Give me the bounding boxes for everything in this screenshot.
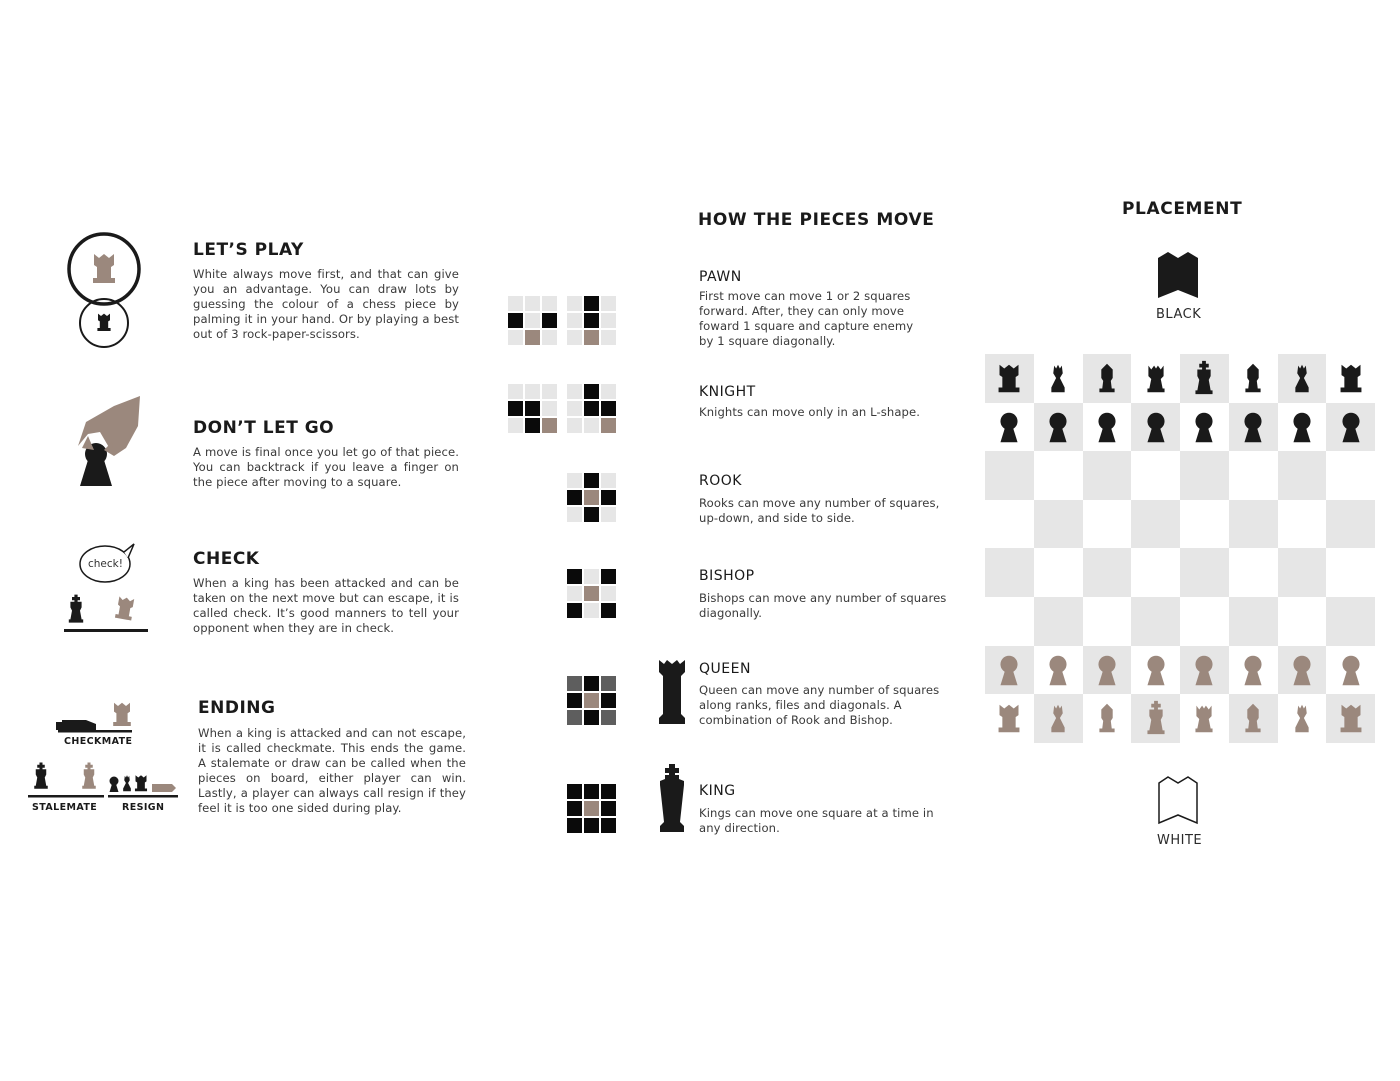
grid-cell	[601, 603, 616, 618]
grid-cell	[567, 710, 582, 725]
board-square	[1034, 403, 1083, 452]
board-square	[1180, 500, 1229, 549]
white-queen-icon	[1185, 699, 1223, 737]
black-pawn-icon	[1332, 408, 1370, 446]
white-pawn-icon	[1039, 651, 1077, 689]
dont-let-go-body: A move is final once you let go of that piece. You can backtrack if you leave a finger on the piece after moving to a square.	[193, 445, 459, 489]
rook-description: Rooks can move any number of squares, up-down, and side to side.	[699, 496, 940, 525]
grid-cell	[584, 801, 599, 816]
grid-cell	[601, 710, 616, 725]
white-rook-icon	[1332, 699, 1370, 737]
check-bubble-text: check!	[88, 558, 123, 570]
grid-cell	[601, 384, 616, 399]
checkmate-icon	[56, 703, 132, 733]
black-bishop-icon	[1234, 359, 1272, 397]
board-square	[1326, 403, 1375, 452]
king-piece-icon	[658, 764, 686, 832]
knight-description: Knights can move only in an L-shape.	[699, 405, 921, 419]
ending-title: ENDING	[198, 698, 276, 718]
board-square	[1278, 646, 1327, 695]
board-square	[1180, 646, 1229, 695]
board-square	[985, 646, 1034, 695]
board-square	[985, 354, 1034, 403]
board-square	[985, 451, 1034, 500]
lets-play-title: LET’S PLAY	[193, 240, 304, 260]
grid-cell	[567, 586, 582, 601]
board-square	[1034, 646, 1083, 695]
queen-title: QUEEN	[699, 661, 751, 677]
grid-cell	[567, 384, 582, 399]
grid-cell	[601, 801, 616, 816]
board-square	[1326, 597, 1375, 646]
board-square	[1083, 597, 1132, 646]
board-square	[1034, 451, 1083, 500]
board-square	[1180, 548, 1229, 597]
board-square	[1278, 403, 1327, 452]
white-bishop-icon	[1088, 699, 1126, 737]
dont-let-go-title: DON’T LET GO	[193, 418, 335, 438]
check-illustration	[62, 542, 150, 634]
grid-cell	[601, 490, 616, 505]
white-knight-icon	[1039, 699, 1077, 737]
bishop-move-grid	[567, 569, 616, 618]
bishop-description: Bishops can move any number of squares diagonally.	[699, 591, 947, 620]
placement-title: PLACEMENT	[1122, 199, 1243, 219]
grid-cell	[542, 330, 557, 345]
board-square	[1083, 451, 1132, 500]
white-rook-icon	[990, 699, 1028, 737]
board-square	[1180, 403, 1229, 452]
grid-cell	[601, 473, 616, 488]
board-square	[1083, 646, 1132, 695]
check-title: CHECK	[193, 549, 260, 569]
grid-cell	[567, 801, 582, 816]
knight-move-grid	[508, 384, 557, 433]
check-body: When a king has been attacked and can be taken on the next move but can escape, it is called check. It’s good manners to tell your opponent when they are in check.	[193, 576, 459, 635]
board-square	[1326, 451, 1375, 500]
board-square	[1131, 597, 1180, 646]
how-pieces-move-title: HOW THE PIECES MOVE	[698, 210, 935, 230]
grid-cell	[508, 313, 523, 328]
black-pawn-icon	[990, 408, 1028, 446]
grid-cell	[584, 418, 599, 433]
white-pawn-icon	[1088, 651, 1126, 689]
grid-cell	[584, 490, 599, 505]
white-pawn-icon	[1332, 651, 1370, 689]
board-square	[1326, 354, 1375, 403]
white-bishop-icon	[1234, 699, 1272, 737]
board-square	[1083, 694, 1132, 743]
grid-cell	[584, 710, 599, 725]
board-square	[1083, 403, 1132, 452]
draw-lots-icon	[66, 230, 146, 348]
board-square	[1131, 500, 1180, 549]
grid-cell	[567, 401, 582, 416]
black-side-icon	[1158, 250, 1198, 298]
lets-play-body: White always move first, and that can give you an advantage. You can draw lots by guessing the colour of a chess piece by palming it in your hand. Or by playing a best out of 3 rock-paper-scissors.	[193, 267, 459, 341]
grid-cell	[567, 313, 582, 328]
black-rook-icon	[1332, 359, 1370, 397]
rook-move-grid	[567, 473, 616, 522]
grid-cell	[508, 384, 523, 399]
grid-cell	[584, 473, 599, 488]
board-square	[1229, 646, 1278, 695]
grid-cell	[567, 507, 582, 522]
grid-cell	[584, 586, 599, 601]
board-square	[1326, 646, 1375, 695]
grid-cell	[584, 603, 599, 618]
pawn-description: First move can move 1 or 2 squares forward. After, they can only move foward 1 square and capture enemy by 1 square diagonally.	[699, 289, 914, 348]
queen-description: Queen can move any number of squares along ranks, files and diagonals. A combination of Rook and Bishop.	[699, 683, 940, 727]
black-king-icon	[1185, 359, 1223, 397]
hand-holding-pawn-icon	[74, 396, 142, 488]
grid-cell	[567, 296, 582, 311]
board-square	[1229, 500, 1278, 549]
black-pawn-icon	[1039, 408, 1077, 446]
black-queen-icon	[1137, 359, 1175, 397]
board-square	[985, 403, 1034, 452]
queen-move-grid	[567, 676, 616, 725]
board-square	[1083, 500, 1132, 549]
grid-cell	[601, 693, 616, 708]
grid-cell	[542, 418, 557, 433]
grid-cell	[601, 507, 616, 522]
board-square	[1229, 597, 1278, 646]
board-square	[985, 694, 1034, 743]
black-pawn-icon	[1283, 408, 1321, 446]
grid-cell	[567, 693, 582, 708]
grid-cell	[584, 507, 599, 522]
board-square	[1229, 548, 1278, 597]
grid-cell	[525, 401, 540, 416]
white-knight-icon	[1283, 699, 1321, 737]
knight-title: KNIGHT	[699, 384, 756, 400]
checkmate-label: CHECKMATE	[64, 736, 133, 747]
grid-cell	[584, 401, 599, 416]
grid-cell	[601, 676, 616, 691]
king-title: KING	[699, 783, 736, 799]
speech-bubble-icon	[62, 542, 150, 634]
king-description: Kings can move one square at a time in any direction.	[699, 806, 934, 835]
grid-cell	[542, 384, 557, 399]
grid-cell	[525, 313, 540, 328]
grid-cell	[567, 330, 582, 345]
grid-cell	[567, 569, 582, 584]
grid-cell	[601, 296, 616, 311]
board-square	[985, 548, 1034, 597]
grid-cell	[525, 330, 540, 345]
board-square	[1180, 694, 1229, 743]
black-rook-icon	[990, 359, 1028, 397]
black-pawn-icon	[1137, 408, 1175, 446]
grid-cell	[508, 330, 523, 345]
pawn-move-grid	[508, 296, 557, 345]
board-square	[985, 500, 1034, 549]
grid-cell	[584, 818, 599, 833]
board-square	[1278, 597, 1327, 646]
grid-cell	[601, 586, 616, 601]
grid-cell	[567, 490, 582, 505]
board-square	[1278, 354, 1327, 403]
grid-cell	[584, 296, 599, 311]
knight-move-grid	[567, 384, 616, 433]
grid-cell	[525, 296, 540, 311]
grid-cell	[567, 603, 582, 618]
grid-cell	[584, 676, 599, 691]
grid-cell	[508, 401, 523, 416]
grid-cell	[525, 418, 540, 433]
black-knight-icon	[1039, 359, 1077, 397]
board-square	[1326, 548, 1375, 597]
board-square	[1131, 403, 1180, 452]
board-square	[1131, 694, 1180, 743]
grid-cell	[584, 384, 599, 399]
board-square	[1278, 451, 1327, 500]
king-move-grid	[567, 784, 616, 833]
queen-piece-icon	[658, 660, 686, 724]
grid-cell	[542, 401, 557, 416]
grid-cell	[567, 818, 582, 833]
black-pawn-icon	[1185, 408, 1223, 446]
grid-cell	[601, 818, 616, 833]
grid-cell	[567, 784, 582, 799]
grid-cell	[584, 693, 599, 708]
board-square	[1229, 403, 1278, 452]
grid-cell	[542, 313, 557, 328]
stalemate-label: STALEMATE	[32, 802, 98, 813]
grid-cell	[508, 296, 523, 311]
black-label: BLACK	[1156, 307, 1202, 322]
board-square	[1180, 451, 1229, 500]
board-square	[1083, 354, 1132, 403]
grid-cell	[601, 784, 616, 799]
white-label: WHITE	[1157, 833, 1203, 848]
bishop-title: BISHOP	[699, 568, 755, 584]
pawn-title: PAWN	[699, 269, 742, 285]
board-square	[1326, 694, 1375, 743]
grid-cell	[525, 384, 540, 399]
white-pawn-icon	[990, 651, 1028, 689]
board-square	[1131, 354, 1180, 403]
board-square	[1034, 354, 1083, 403]
board-square	[1131, 548, 1180, 597]
board-square	[1083, 548, 1132, 597]
grid-cell	[584, 784, 599, 799]
board-square	[1131, 646, 1180, 695]
board-square	[1278, 694, 1327, 743]
board-square	[985, 597, 1034, 646]
board-square	[1229, 354, 1278, 403]
ending-pieces-icon	[26, 694, 181, 802]
board-square	[1034, 548, 1083, 597]
board-square	[1034, 694, 1083, 743]
board-square	[1131, 451, 1180, 500]
board-square	[1278, 548, 1327, 597]
board-square	[1229, 694, 1278, 743]
grid-cell	[584, 569, 599, 584]
board-square	[1278, 500, 1327, 549]
grid-cell	[508, 418, 523, 433]
grid-cell	[601, 569, 616, 584]
pawn-move-grid	[567, 296, 616, 345]
grid-cell	[584, 313, 599, 328]
black-pawn-icon	[1088, 408, 1126, 446]
rook-title: ROOK	[699, 473, 742, 489]
board-square	[1180, 354, 1229, 403]
grid-cell	[584, 330, 599, 345]
grid-cell	[567, 473, 582, 488]
grid-cell	[567, 676, 582, 691]
black-pawn-icon	[1234, 408, 1272, 446]
black-bishop-icon	[1088, 359, 1126, 397]
grid-cell	[601, 418, 616, 433]
board-square	[1034, 500, 1083, 549]
white-pawn-icon	[1283, 651, 1321, 689]
black-knight-icon	[1283, 359, 1321, 397]
white-side-icon	[1158, 775, 1198, 825]
grid-cell	[601, 330, 616, 345]
grid-cell	[567, 418, 582, 433]
grid-cell	[542, 296, 557, 311]
grid-cell	[601, 401, 616, 416]
white-pawn-icon	[1185, 651, 1223, 689]
grid-cell	[601, 313, 616, 328]
board-square	[1180, 597, 1229, 646]
ending-body: When a king is attacked and can not escape, it is called checkmate. This ends the game. A stalemate or draw can be called when the pieces on board, either player can win. Lastly, a player can always call resign if they feel it is too one sided during play.	[198, 726, 466, 815]
white-pawn-icon	[1234, 651, 1272, 689]
white-king-icon	[1137, 699, 1175, 737]
resign-label: RESIGN	[122, 802, 165, 813]
board-square	[1229, 451, 1278, 500]
board-square	[1326, 500, 1375, 549]
white-pawn-icon	[1137, 651, 1175, 689]
board-square	[1034, 597, 1083, 646]
chess-board	[985, 354, 1375, 744]
